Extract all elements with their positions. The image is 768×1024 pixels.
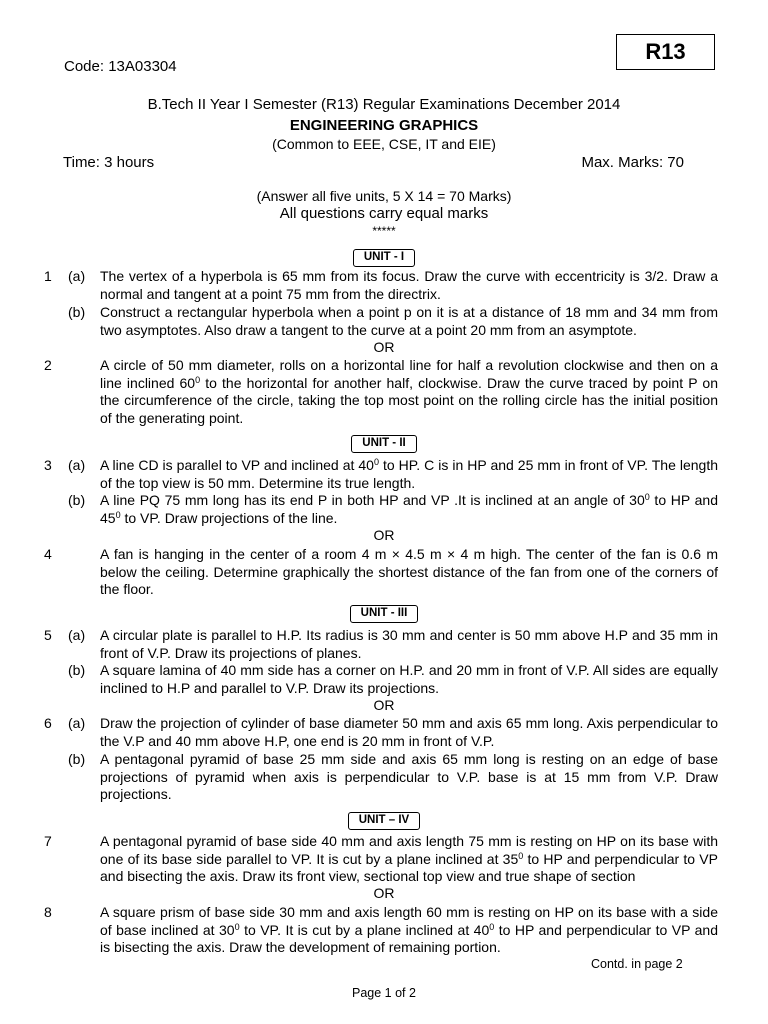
common-to: (Common to EEE, CSE, IT and EIE) xyxy=(272,136,496,152)
question-text: Construct a rectangular hyperbola when a point p on it is at a distance of 18 mm and 34 mm from two asymptotes. Also draw a tangent to the curve at a point 20 mm from an asymptote. xyxy=(100,304,718,338)
or-separator: OR xyxy=(373,885,395,901)
question-number: 4 xyxy=(44,546,52,562)
equal-marks-note: All questions carry equal marks xyxy=(279,205,489,222)
question-number: 1 xyxy=(44,268,52,284)
question-text: A pentagonal pyramid of base 25 mm side and axis 65 mm long is resting on an edge of base projections of pyramid when axis is perpendicular to V.P. base is at 15 mm from V.P. Draw projections. xyxy=(100,751,718,802)
exam-title: B.Tech II Year I Semester (R13) Regular Examinations December 2014 xyxy=(147,96,621,113)
or-separator: OR xyxy=(373,697,395,713)
question-number: 7 xyxy=(44,833,52,849)
unit-label: UNIT – IV xyxy=(348,812,420,830)
unit-heading-1 xyxy=(0,247,768,267)
question-text: A square prism of base side 30 mm and axis length 60 mm is resting on HP on its base with a side of base inclined at $30^0$ to VP. It is cut by a plane inclined at $40^0$ to HP and perpendicular to VP and is bisecting the axis. Draw the development of remaining portion. xyxy=(100,904,719,955)
sub-label: (b) xyxy=(68,492,86,508)
or-separator: OR xyxy=(373,339,395,355)
question-code: Code: 13A03304 xyxy=(64,58,177,75)
unit-label: UNIT - III xyxy=(350,605,419,623)
unit-heading-2 xyxy=(0,433,768,453)
unit-label: UNIT - II xyxy=(351,435,416,453)
exam-duration: Time: 3 hours xyxy=(63,154,155,171)
question-number: 8 xyxy=(44,904,52,920)
sub-label: (a) xyxy=(68,268,86,284)
sub-label: (b) xyxy=(68,751,86,767)
question-number: 6 xyxy=(44,715,52,731)
regulation-badge: R13 xyxy=(616,34,715,70)
question-text: A square lamina of 40 mm side has a corner on H.P. and 20 mm in front of V.P. All sides are equally inclined to H.P and parallel to V.P. Draw its projections. xyxy=(100,662,718,696)
question-text: A line PQ 75 mm long has its end P in both HP and VP .It is inclined at an angle of $30^0$ to HP and $45^0$ to VP. Draw projections of the line. xyxy=(100,492,718,526)
sub-label: (b) xyxy=(68,304,86,320)
subject-title: ENGINEERING GRAPHICS xyxy=(289,117,479,134)
sub-label: (a) xyxy=(68,715,86,731)
page-number: Page 1 of 2 xyxy=(352,986,416,1000)
or-separator: OR xyxy=(373,527,395,543)
sub-label: (a) xyxy=(68,457,86,473)
question-text: A circular plate is parallel to H.P. Its radius is 30 mm and center is 50 mm above H.P and 35 mm in front of V.P. Draw its projections of planes. xyxy=(100,627,718,661)
question-number: 2 xyxy=(44,357,52,373)
question-text: A circle of 50 mm diameter, rolls on a horizontal line for half a revolution clockwise and then on a line inclined $60^0$ to the horizontal for another half, clockwise. Draw the curve traced by point P on the circumference of the circle, taking the top most point on the rolling circle has the initial position of the generating point. xyxy=(100,357,718,426)
unit-heading-4 xyxy=(0,810,768,830)
question-text: A line CD is parallel to VP and inclined at $40^0$ to HP. C is in HP and 25 mm in front of VP. The length of the top view is 50 mm. Determine its true length. xyxy=(100,457,719,491)
question-text: A pentagonal pyramid of base side 40 mm and axis length 75 mm is resting on HP on its base with one of its base side parallel to VP. It is cut by a plane inclined at $35^0$ to HP and perpendicular to VP and bisecting the axis. Draw its front view, sectional top view and true shape of section xyxy=(100,833,718,884)
max-marks: Max. Marks: 70 xyxy=(581,154,684,171)
question-number: 3 xyxy=(44,457,52,473)
question-text: The vertex of a hyperbola is 65 mm from its focus. Draw the curve with eccentricity is 3/2. Draw a normal and tangent at a point 75 mm from the directrix. xyxy=(100,268,718,302)
sub-label: (a) xyxy=(68,627,86,643)
sub-label: (b) xyxy=(68,662,86,678)
unit-heading-3 xyxy=(0,603,768,623)
continued-note: Contd. in page 2 xyxy=(591,957,683,971)
unit-label: UNIT - I xyxy=(353,249,415,267)
question-text: A fan is hanging in the center of a room 4 m × 4.5 m × 4 m high. The center of the fan is 0.6 m below the ceiling. Determine graphically the shortest distance of the fan from one of the corners of the floor. xyxy=(100,546,718,597)
answer-instructions: (Answer all five units, 5 X 14 = 70 Marks) xyxy=(256,188,512,204)
separator-stars: ***** xyxy=(372,224,396,238)
question-number: 5 xyxy=(44,627,52,643)
question-text: Draw the projection of cylinder of base diameter 50 mm and axis 65 mm long. Axis perpendicular to the V.P and 40 mm above H.P, one end is 20 mm in front of V.P. xyxy=(100,715,718,749)
